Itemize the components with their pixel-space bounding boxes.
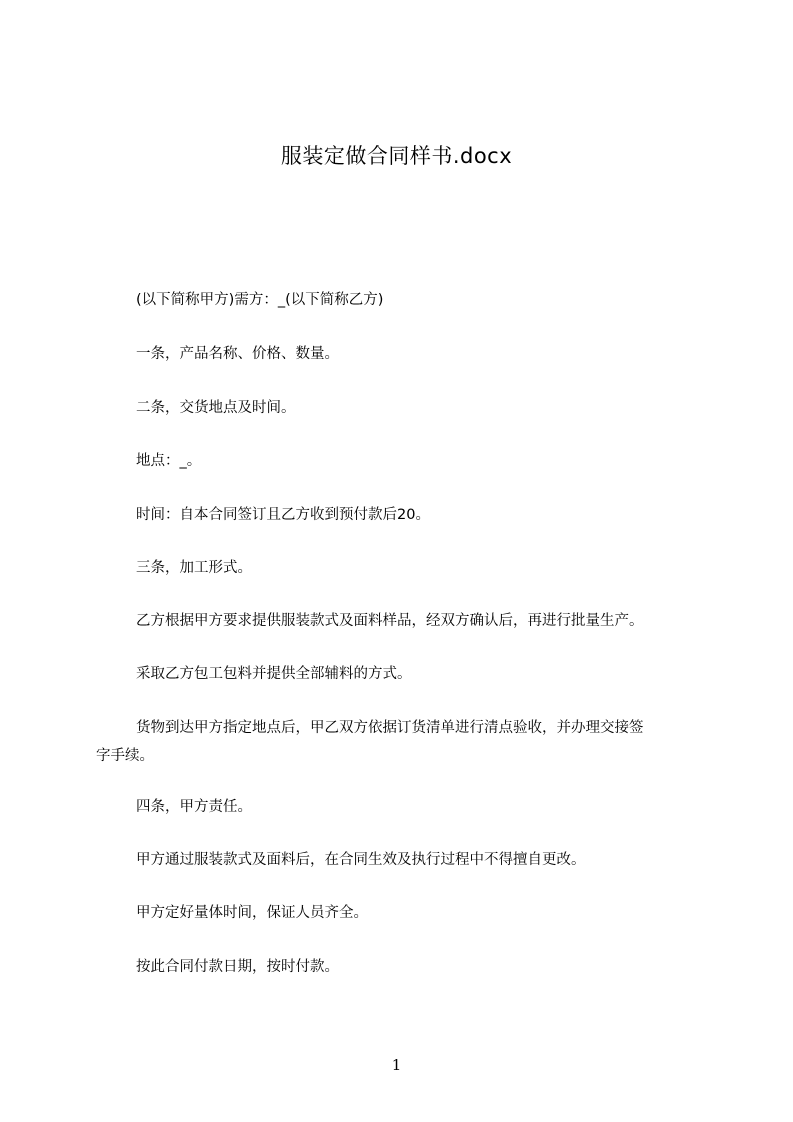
paragraph-article-1 xyxy=(96,340,706,368)
paragraph-line: 字手续。 xyxy=(96,748,154,764)
paragraph-payment xyxy=(96,953,706,981)
paragraph-text: 地点：_。 xyxy=(136,453,202,469)
page-number: 1 xyxy=(391,1056,402,1074)
paragraph-parties xyxy=(96,286,706,314)
paragraph-acceptance xyxy=(96,714,706,770)
paragraph-text: 一条，产品名称、价格、数量。 xyxy=(136,346,339,362)
document-title: 服装定做合同样书.docx xyxy=(280,144,513,168)
paragraph-text: 二条，交货地点及时间。 xyxy=(136,400,296,416)
paragraph-article-3 xyxy=(96,554,706,582)
paragraph-text: 采取乙方包工包料并提供全部辅料的方式。 xyxy=(136,666,412,682)
paragraph-text: 乙方根据甲方要求提供服装款式及面料样品，经双方确认后，再进行批量生产。 xyxy=(136,613,644,629)
paragraph-text: 时间：自本合同签订且乙方收到预付款后20。 xyxy=(136,507,430,523)
paragraph-text: (以下简称甲方)需方：_(以下简称乙方) xyxy=(136,292,384,308)
paragraph-text: 三条，加工形式。 xyxy=(136,560,252,576)
paragraph-text: 甲方通过服装款式及面料后，在合同生效及执行过程中不得擅自更改。 xyxy=(136,852,586,868)
paragraph-text: 按此合同付款日期，按时付款。 xyxy=(136,959,339,975)
paragraph-measurement xyxy=(96,899,706,927)
paragraph-no-changes xyxy=(96,846,706,874)
paragraph-article-4 xyxy=(96,793,706,821)
paragraph-text: 四条，甲方责任。 xyxy=(136,799,252,815)
paragraph-line: 货物到达甲方指定地点后，甲乙双方依据订货清单进行清点验收，并办理交接签 xyxy=(136,720,644,736)
paragraph-text: 甲方定好量体时间，保证人员齐全。 xyxy=(136,905,368,921)
paragraph-samples xyxy=(96,607,706,635)
paragraph-time xyxy=(96,501,706,529)
paragraph-article-2 xyxy=(96,394,706,422)
paragraph-materials xyxy=(96,660,706,688)
paragraph-location xyxy=(96,447,706,475)
